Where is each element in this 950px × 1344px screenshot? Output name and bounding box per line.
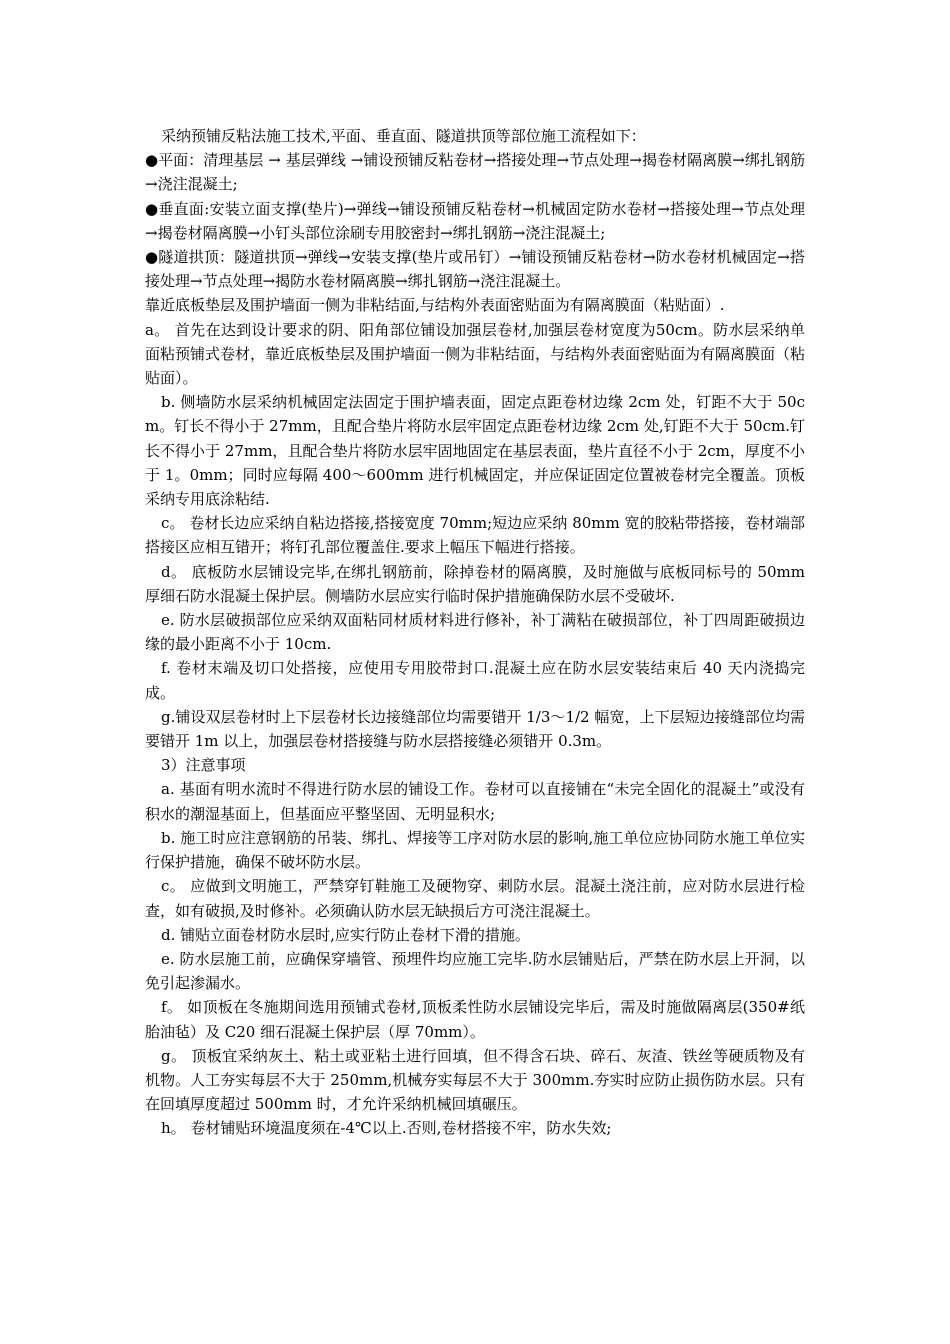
list-item-a: a。 首先在达到设计要求的阴、阳角部位铺设加强层卷材,加强层卷材宽度为50cm。防水层采纳单面粘预铺式卷材，靠近底板垫层及围护墙面一侧为非粘结面，与结构外表面密贴面为有隔离膜面（粘贴面）。: [145, 320, 806, 388]
document-body: [145, 124, 805, 1141]
list-item-d: d。 底板防水层铺设完毕,在绑扎钢筋前，除掉卷材的隔离膜，及时施做与底板同标号的 50mm 厚细石防水混凝土保护层。侧墙防水层应实行临时保护措施确保防水层不受破坏.: [145, 562, 805, 605]
note-item-e: e. 防水层施工前，应确保穿墙管、预埋件均应施工完毕.防水层铺贴后，严禁在防水层上开洞，以免引起渗漏水。: [145, 949, 805, 993]
section-heading-notes: 3）注意事项: [161, 756, 246, 775]
note-item-b: b. 施工时应注意钢筋的吊装、绑扎、焊接等工序对防水层的影响,施工单位应协同防水施工单位实行保护措施，确保不破坏防水层。: [145, 828, 805, 872]
paragraph-surface-note: 靠近底板垫层及围护墙面一侧为非粘结面,与结构外表面密贴面为有隔离膜面（粘贴面）.: [145, 296, 725, 315]
list-item-c: c。 卷材长边应采纳自粘边搭接,搭接宽度 70mm;短边应采纳 80mm 宽的胶粘带搭接，卷材端部搭接区应相互错开；将钉孔部位覆盖住.要求上幅压下幅进行搭接。: [145, 514, 805, 557]
note-item-h: h。 卷材铺贴环境温度须在-4℃以上.否则,卷材搭接不牢，防水失效;: [161, 1119, 612, 1138]
note-item-d: d. 铺贴立面卷材防水层时,应实行防止卷材下滑的措施。: [161, 925, 530, 944]
note-item-c: c。 应做到文明施工，严禁穿钉鞋施工及硬物穿、刺防水层。混凝土浇注前，应对防水层进行检查，如有破损,及时修补。必须确认防水层无缺损后方可浇注混凝土。: [145, 877, 805, 920]
list-item-f: f. 卷材末端及切口处搭接，应使用专用胶带封口.混凝土应在防水层安装结束后 40 天内浇捣完成。: [145, 659, 805, 702]
list-item-g: g.铺设双层卷材时上下层卷材长边接缝部位均需要错开 1/3～1/2 幅宽，上下层短边接缝部位均需要错开 1m 以上，加强层卷材搭接缝与防水层搭接缝必须错开 0.3m。: [145, 707, 805, 751]
note-item-f: f。 如顶板在冬施期间选用预铺式卷材,顶板柔性防水层铺设完毕后，需及时施做隔离层(350#纸胎油毡）及 C20 细石混凝土保护层（厚 70mm）。: [145, 998, 805, 1041]
note-item-a: a. 基面有明水流时不得进行防水层的铺设工作。卷材可以直接铺在“未完全固化的混凝土”或没有积水的潮湿基面上，但基面应平整坚固、无明显积水;: [145, 780, 805, 823]
note-item-g: g。 顶板宜采纳灰土、粘土或亚粘土进行回填，但不得含石块、碎石、灰渣、铁丝等硬质物及有机物。人工夯实每层不大于 250mm,机械夯实每层不大于 300mm.夯实时应防止损伤防水层。只有在回填厚度超过 500mm 时，才允许采纳机械回填碾压。: [145, 1046, 805, 1114]
bullet-tunnel: ●隧道拱顶：隧道拱顶→弹线→安装支撑(垫片或吊钉）→铺设预铺反粘卷材→防水卷材机械固定→搭接处理→节点处理→揭防水卷材隔离膜→绑扎钢筋→浇注混凝土。: [145, 248, 805, 291]
list-item-b: b. 侧墙防水层采纳机械固定法固定于围护墙表面，固定点距卷材边缘 2cm 处，钉距不大于 50cm。钉长不得小于 27mm，且配合垫片将防水层牢固定点距卷材边缘 2cm 处,钉距不大于 50cm.钉长不得小于 27mm，且配合垫片将防水层牢固地固定在基层表面，垫片直径不小于 2cm，厚度不小于 1。0mm；同时应每隔 400～600mm 进行机械固定，并应保证固定位置被卷材完全覆盖。顶板采纳专用底涂粘结.: [145, 393, 805, 509]
bullet-vertical: ●垂直面:安装立面支撑(垫片)→弹线→铺设预铺反粘卷材→机械固定防水卷材→搭接处理→节点处理→揭卷材隔离膜→小钉头部位涂刷专用胶密封→绑扎钢筋→浇注混凝土;: [145, 199, 805, 242]
paragraph-intro: 采纳预铺反粘法施工技术,平面、垂直面、隧道拱顶等部位施工流程如下：: [161, 127, 646, 145]
list-item-e: e. 防水层破损部位应采纳双面粘同材质材料进行修补，补丁满粘在破损部位，补丁四周距破损边缘的最小距离不小于 10cm.: [145, 611, 805, 654]
bullet-plane: ●平面：清理基层 → 基层弹线 →铺设预铺反粘卷材→搭接处理→节点处理→揭卷材隔离膜→绑扎钢筋→浇注混凝土;: [145, 151, 805, 194]
